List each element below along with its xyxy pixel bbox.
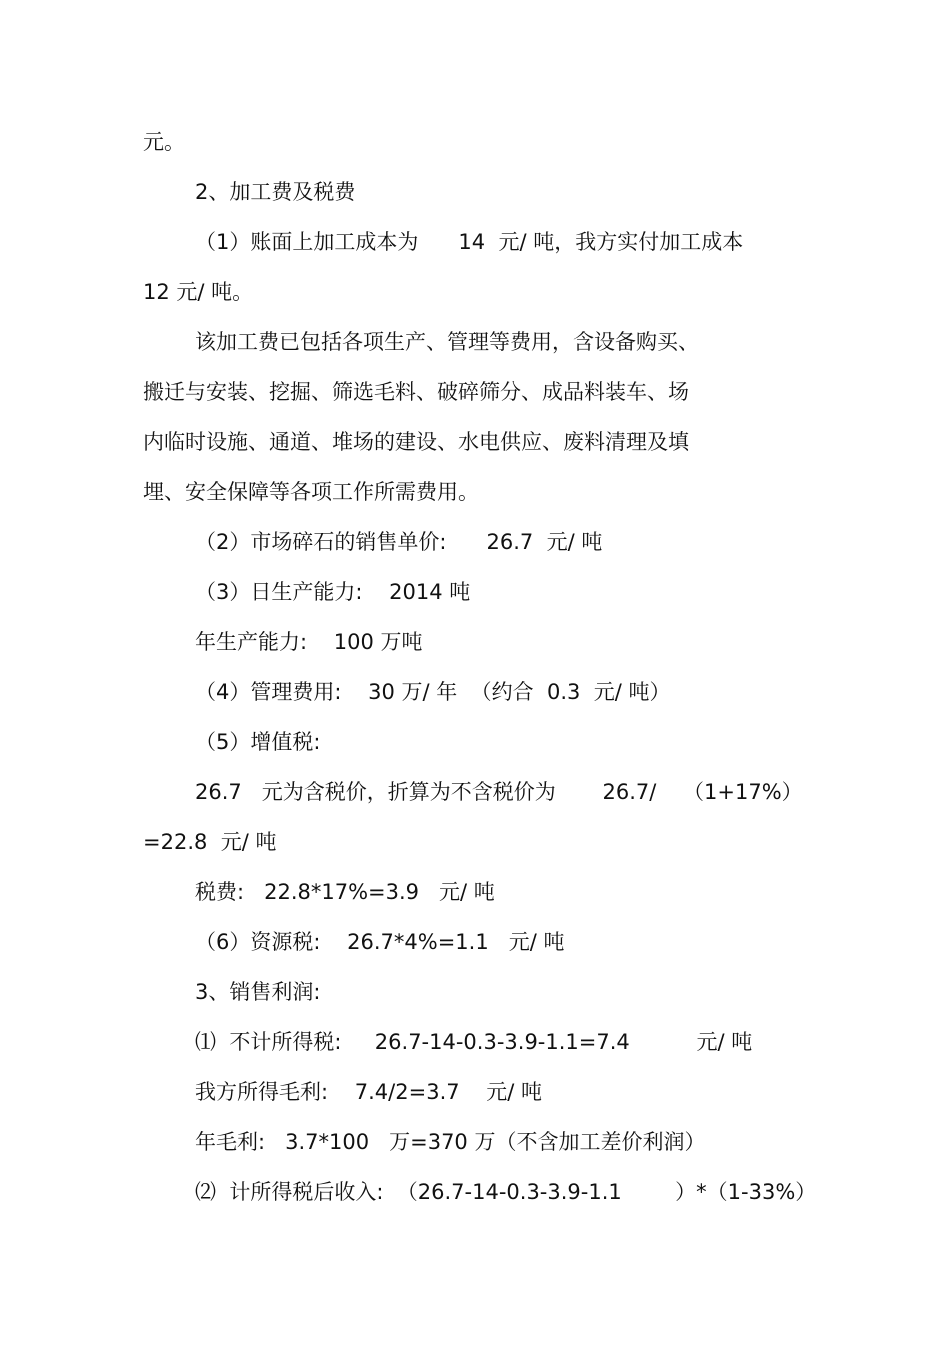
text-line: （1）账面上加工成本为 14 元/ 吨，我方实付加工成本 — [195, 230, 744, 254]
text-line: 元。 — [143, 130, 185, 154]
text-line: （3）日生产能力: 2014 吨 — [195, 580, 471, 604]
text-line: 26.7 元为含税价，折算为不含税价为 26.7/ （1+17%） — [195, 780, 803, 804]
text-line: 12 元/ 吨。 — [143, 280, 254, 304]
text-line: ⑵ 计所得税后收入: （26.7-14-0.3-3.9-1.1 ）*（1-33%） — [195, 1180, 817, 1204]
text-line: 年毛利: 3.7*100 万=370 万（不含加工差价利润） — [195, 1130, 706, 1154]
text-line: 我方所得毛利: 7.4/2=3.7 元/ 吨 — [195, 1080, 543, 1104]
text-line: 税费: 22.8*17%=3.9 元/ 吨 — [195, 880, 495, 904]
text-line: 埋、安全保障等各项工作所需费用。 — [143, 480, 479, 504]
text-line: （4）管理费用: 30 万/ 年 （约合 0.3 元/ 吨） — [195, 680, 671, 704]
text-line: 年生产能力: 100 万吨 — [195, 630, 423, 654]
text-line: （6）资源税: 26.7*4%=1.1 元/ 吨 — [195, 930, 565, 954]
text-line: 该加工费已包括各项生产、管理等费用，含设备购买、 — [195, 330, 699, 354]
section-heading: 2、加工费及税费 — [195, 180, 356, 204]
text-line: （5）增值税: — [195, 730, 321, 754]
text-line: ⑴ 不计所得税: 26.7-14-0.3-3.9-1.1=7.4 元/ 吨 — [195, 1030, 753, 1054]
text-line: =22.8 元/ 吨 — [143, 830, 277, 854]
section-heading: 3、销售利润: — [195, 980, 321, 1004]
text-line: 内临时设施、通道、堆场的建设、水电供应、废料清理及填 — [143, 430, 689, 454]
text-line: 搬迁与安装、挖掘、筛选毛料、破碎筛分、成品料装车、场 — [143, 380, 689, 404]
text-line: （2）市场碎石的销售单价: 26.7 元/ 吨 — [195, 530, 603, 554]
